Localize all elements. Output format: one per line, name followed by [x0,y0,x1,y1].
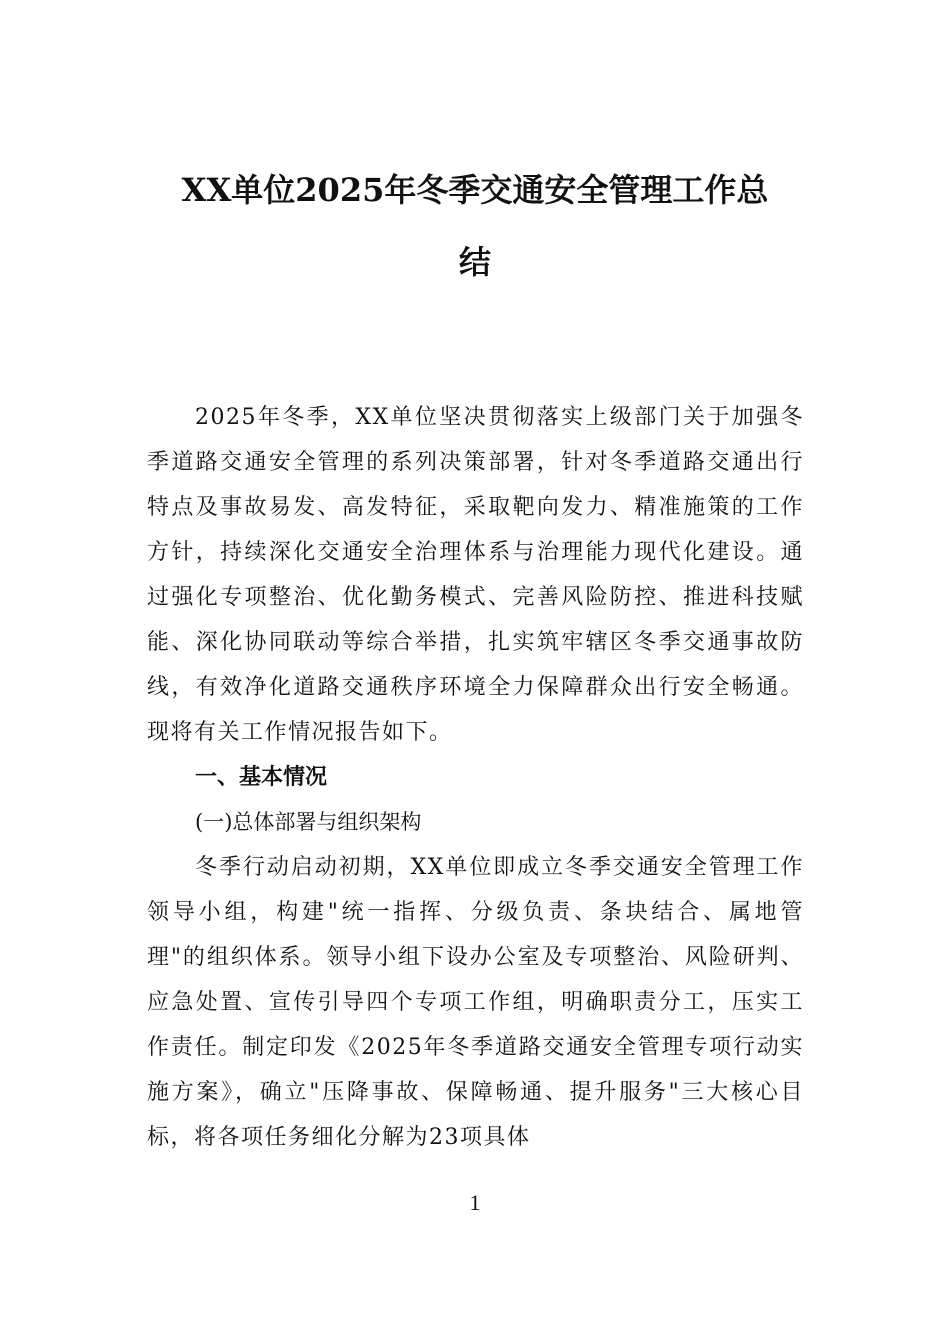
intro-paragraph: 2025年冬季，XX单位坚决贯彻落实上级部门关于加强冬季道路交通安全管理的系列决策部署，针对冬季道路交通出行特点及事故易发、高发特征，采取靶向发力、精准施策的工作方针，持续深化交通安全治理体系与治理能力现代化建设。通过强化专项整治、优化勤务模式、完善风险防控、推进科技赋能、深化协同联动等综合举措，扎实筑牢辖区冬季交通事故防线，有效净化道路交通秩序环境全力保障群众出行安全畅通。现将有关工作情况报告如下。 [147,405,804,745]
document-title-line-1: XX单位2025年冬季交通安全管理工作总 [181,171,769,209]
document-title [145,168,805,281]
page-number: 1 [469,1190,481,1215]
document-body [147,395,804,1160]
document-title-line-2: 结 [458,243,491,281]
section-heading-basic-situation: 一、基本情况 [195,765,328,790]
subsection-heading-overall-deployment: (一)总体部署与组织架构 [195,810,422,834]
subsection-paragraph: 冬季行动启动初期，XX单位即成立冬季交通安全管理工作领导小组，构建"统一指挥、分级负责、条块结合、属地管理"的组织体系。领导小组下设办公室及专项整治、风险研判、应急处置、宣传引导四个专项工作组，明确职责分工，压实工作责任。制定印发《2025年冬季道路交通安全管理专项行动实施方案》，确立"压降事故、保障畅通、提升服务"三大核心目标，将各项任务细化分解为23项具体 [147,855,804,1150]
